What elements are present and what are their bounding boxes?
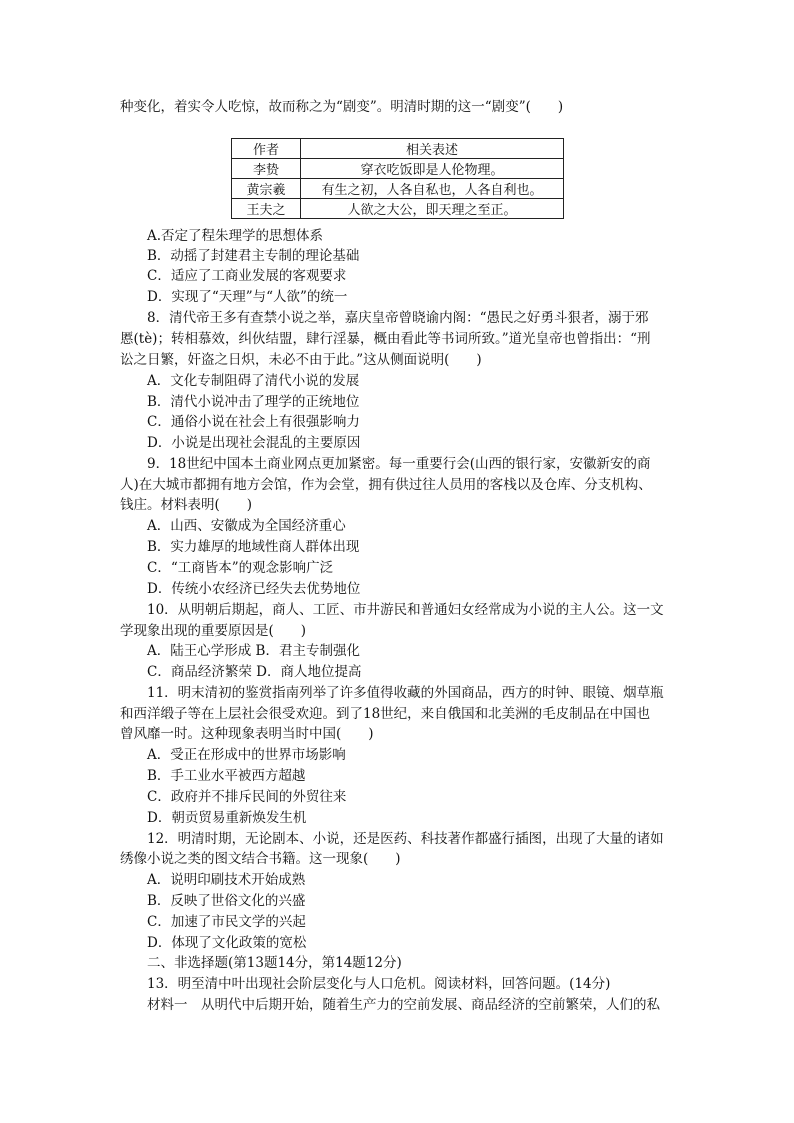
table-header-row [232,139,564,159]
table-cell-statement: 人欲之大公，即天理之至正。 [301,199,564,219]
table-header-statement: 相关表述 [301,139,564,159]
q9-stem-line: 钱庄。材料表明( ) [120,497,253,513]
q9-option-b: B．实力雄厚的地域性商人群体出现 [147,539,360,555]
section-heading: 二、非选择题(第13题14分，第14题12分) [147,955,402,971]
q7-stem-tail: 种变化，着实令人吃惊，故而称之为“剧变”。明清时期的这一“剧变”( ) [120,99,564,115]
q8-stem-line: 8．清代帝王多有查禁小说之举，嘉庆皇帝曾晓谕内阁：“愚民之好勇斗狠者，溺于邪 [147,310,649,326]
table-row [232,199,564,219]
q7-option-c: C．适应了工商业发展的客观要求 [147,268,347,284]
q8-option-b: B．清代小说冲击了理学的正统地位 [147,394,360,410]
q11-option-a: A．受正在形成中的世界市场影响 [147,747,346,763]
q12-option-a: A．说明印刷技术开始成熟 [147,872,306,888]
q9-option-d: D．传统小农经济已经失去优势地位 [147,581,361,597]
q8-option-c: C．通俗小说在社会上有很强影响力 [147,414,360,430]
q9-stem-line: 人)在大城市都拥有地方会馆，作为会堂，拥有供过往人员用的客栈以及仓库、分支机构、 [120,477,652,493]
thinkers-table [231,138,564,219]
q11-stem-line: 11．明末清初的鉴赏指南列举了许多值得收藏的外国商品，西方的时钟、眼镜、烟草瓶 [147,685,664,701]
q11-stem-line: 和西洋缎子等在上层社会很受欢迎。到了18世纪，来自俄国和北美洲的毛皮制品在中国也 [120,706,651,722]
q12-stem-line: 12．明清时期，无论剧本、小说，还是医药、科技著作都盛行插图，出现了大量的诸如 [147,831,664,847]
q9-option-a: A．山西、安徽成为全国经济重心 [147,518,346,534]
q7-option-d: D．实现了“天理”与“人欲”的统一 [147,289,348,305]
q10-options-row1: A．陆王心学形成 B．君主专制强化 [147,643,360,659]
material-one: 材料一 从明代中后期开始，随着生产力的空前发展、商品经济的空前繁荣，人们的私 [147,997,660,1013]
q8-option-a: A．文化专制阻碍了清代小说的发展 [147,373,360,389]
q12-option-c: C．加速了市民文学的兴起 [147,914,306,930]
q12-option-b: B．反映了世俗文化的兴盛 [147,893,306,909]
table-cell-author: 李贽 [232,159,301,179]
q11-stem-line: 曾风靡一时。这种现象表明当时中国( ) [120,726,374,742]
q7-option-a: A.否定了程朱理学的思想体系 [147,228,324,244]
table-row [232,159,564,179]
table-cell-statement: 有生之初，人各自私也，人各自利也。 [301,179,564,199]
q10-stem-line: 10．从明朝后期起，商人、工匠、市井游民和普通妇女经常成为小说的主人公。这一文 [147,602,664,618]
q11-option-d: D．朝贡贸易重新焕发生机 [147,810,307,826]
q8-stem-line: 慝(tè)；转相慕效，纠伙结盟，肆行淫暴，概由看此等书词所致。”道光皇帝也曾指出：“刑 [120,331,651,347]
table-header-author: 作者 [232,139,301,159]
q10-options-row2: C．商品经济繁荣 D．商人地位提高 [147,664,362,680]
q12-stem-line: 绣像小说之类的图文结合书籍。这一现象( ) [120,851,401,867]
q10-stem-line: 学现象出现的重要原因是( ) [120,623,307,639]
q12-option-d: D．体现了文化政策的宽松 [147,935,307,951]
table-row [232,179,564,199]
q8-stem-line: 讼之日繁，奸盗之日炽，未必不由于此。”这从侧面说明( ) [120,352,482,368]
table-cell-statement: 穿衣吃饭即是人伦物理。 [301,159,564,179]
q11-option-c: C．政府并不排斥民间的外贸往来 [147,789,347,805]
q8-option-d: D．小说是出现社会混乱的主要原因 [147,435,361,451]
table-cell-author: 黄宗羲 [232,179,301,199]
table-cell-author: 王夫之 [232,199,301,219]
q9-option-c: C．“工商皆本”的观念影响广泛 [147,560,334,576]
q13-intro: 13．明至清中叶出现社会阶层变化与人口危机。阅读材料，回答问题。(14分) [147,976,611,992]
q9-stem-line: 9．18世纪中国本土商业网点更加紧密。每一重要行会(山西的银行家，安徽新安的商 [147,456,651,472]
q7-option-b: B．动摇了封建君主专制的理论基础 [147,248,360,264]
q11-option-b: B．手工业水平被西方超越 [147,768,306,784]
